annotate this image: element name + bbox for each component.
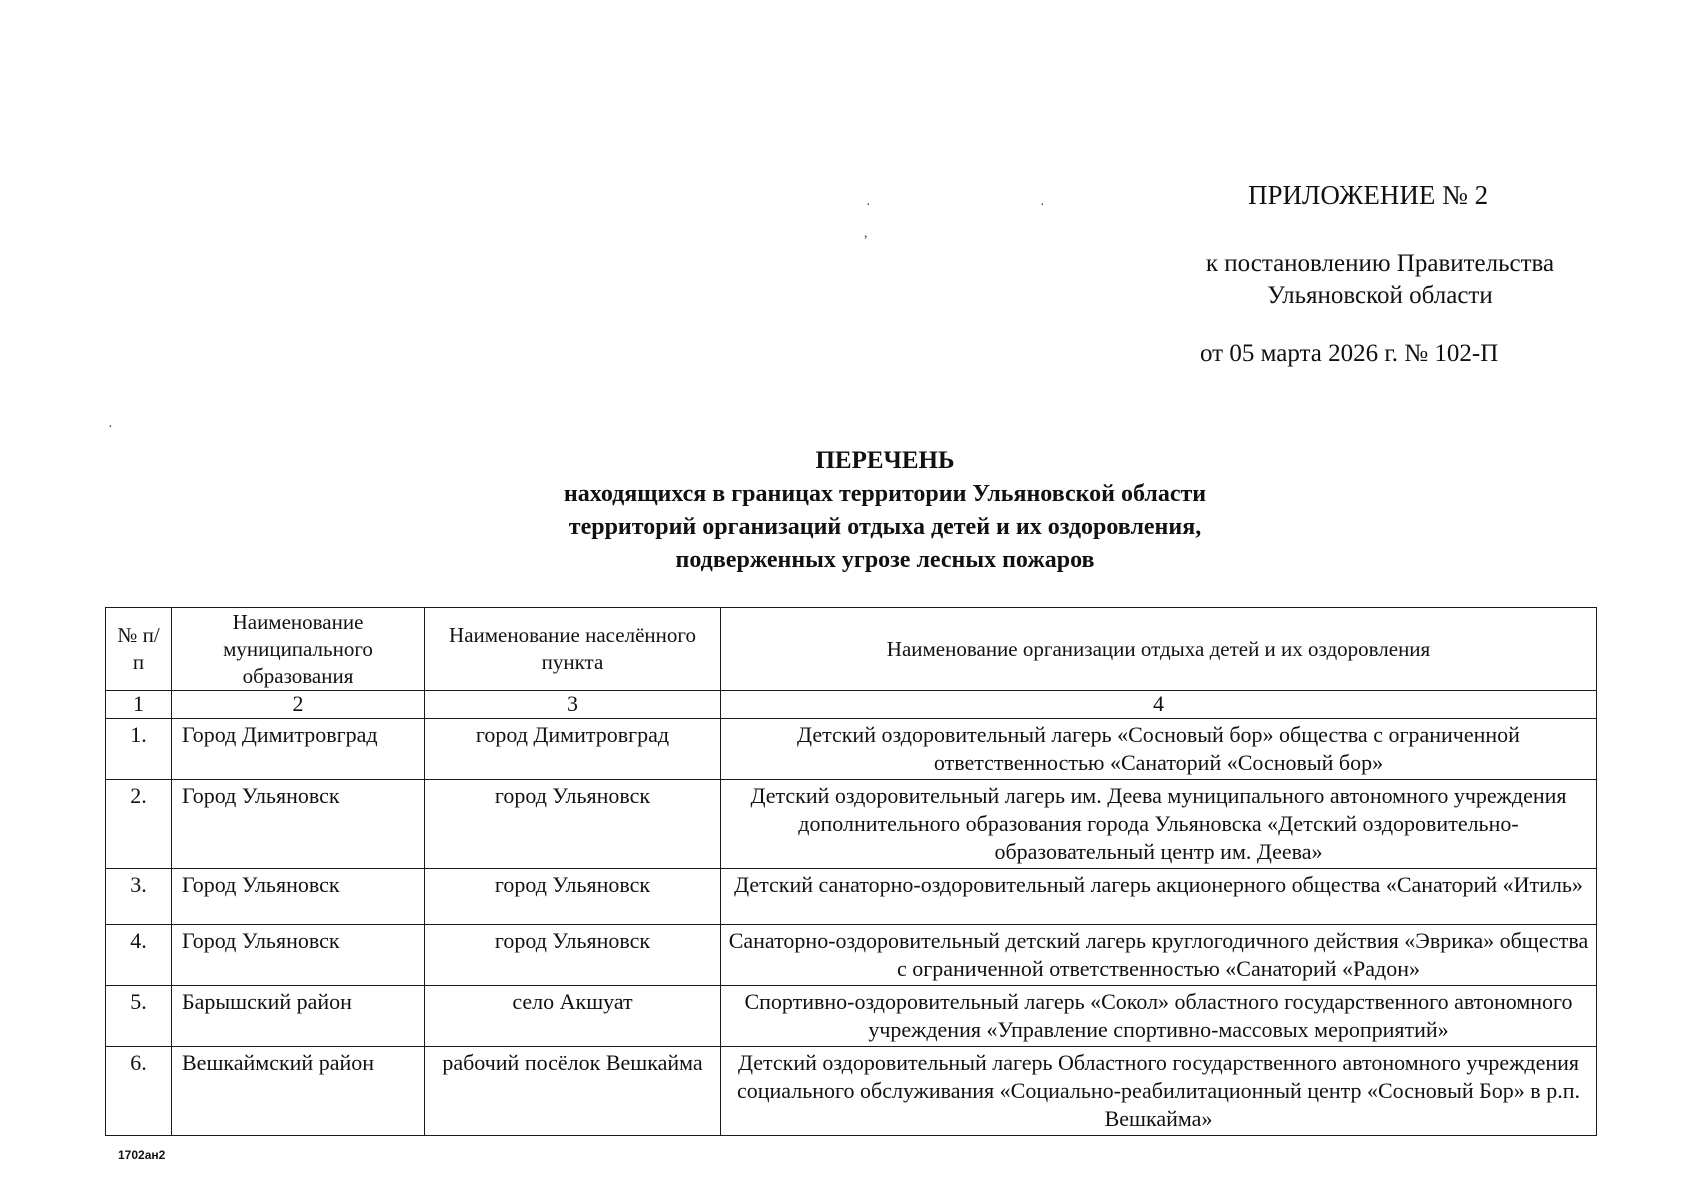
row-organization: Детский оздоровительный лагерь им. Деева муниципального автономного учреждения дополнительного образования города Ульяновска «Детский оздоровительно-образовательный центр им. Деева» — [721, 780, 1597, 869]
header-settlement: Наименование населённого пункта — [425, 608, 721, 691]
row-num: 2. — [106, 780, 172, 869]
table-row — [106, 869, 1597, 925]
row-municipality: Барышский район — [172, 986, 425, 1047]
header-municipality: Наименование муниципального образования — [172, 608, 425, 691]
column-number: 4 — [721, 691, 1597, 719]
row-organization: Детский санаторно-оздоровительный лагерь акционерного общества «Санаторий «Итиль» — [721, 869, 1597, 925]
table-row — [106, 925, 1597, 986]
heading-line-2: территорий организаций отдыха детей и их оздоровления, — [568, 514, 1202, 540]
row-organization: Спортивно-оздоровительный лагерь «Сокол» областного государственного автономного учреждения «Управление спортивно-массовых мероприятий» — [721, 986, 1597, 1047]
row-num: 6. — [106, 1047, 172, 1136]
table-header-row — [106, 608, 1597, 691]
row-num: 5. — [106, 986, 172, 1047]
organizations-table — [105, 607, 1597, 1136]
row-num: 1. — [106, 719, 172, 780]
column-number: 1 — [106, 691, 172, 719]
row-num: 3. — [106, 869, 172, 925]
row-num: 4. — [106, 925, 172, 986]
row-municipality: Город Ульяновск — [172, 780, 425, 869]
table-row — [106, 1047, 1597, 1136]
column-number: 3 — [425, 691, 721, 719]
document-code: 1702ан2 — [118, 1148, 166, 1162]
column-number: 2 — [172, 691, 425, 719]
row-organization: Детский оздоровительный лагерь «Сосновый бор» общества с ограниченной ответственностью «Санаторий «Сосновый бор» — [721, 719, 1597, 780]
heading-line-3: подверженных угрозе лесных пожаров — [675, 547, 1095, 573]
row-municipality: Город Ульяновск — [172, 925, 425, 986]
header-num: № п/п — [106, 608, 172, 691]
document-heading — [380, 444, 1390, 577]
row-settlement: рабочий посёлок Вешкайма — [425, 1047, 721, 1136]
header-organization: Наименование организации отдыха детей и их оздоровления — [721, 608, 1597, 691]
row-settlement: город Димитровград — [425, 719, 721, 780]
resolution-reference: к постановлению Правительства Ульяновской области — [1205, 250, 1555, 309]
heading-line-1: находящихся в границах территории Ульяновской области — [563, 481, 1207, 507]
appendix-title: ПРИЛОЖЕНИЕ № 2 — [1248, 180, 1489, 210]
row-settlement: город Ульяновск — [425, 869, 721, 925]
row-settlement: город Ульяновск — [425, 925, 721, 986]
scan-speck: · — [108, 420, 113, 435]
row-municipality: Вешкаймский район — [172, 1047, 425, 1136]
column-numbers-row — [106, 691, 1597, 719]
table-row — [106, 719, 1597, 780]
table-row — [106, 986, 1597, 1047]
row-organization: Детский оздоровительный лагерь Областного государственного автономного учреждения социального обслуживания «Социально-реабилитационный центр «Сосновый Бор» в р.п. Вешкайма» — [721, 1047, 1597, 1136]
scan-speck: · — [866, 198, 871, 213]
scan-speck: , — [864, 226, 868, 241]
row-municipality: Город Димитровград — [172, 719, 425, 780]
row-municipality: Город Ульяновск — [172, 869, 425, 925]
row-settlement: село Акшуат — [425, 986, 721, 1047]
row-settlement: город Ульяновск — [425, 780, 721, 869]
resolution-date: от 05 марта 2026 г. № 102-П — [1200, 340, 1499, 367]
scan-speck: · — [1040, 198, 1045, 213]
row-organization: Санаторно-оздоровительный детский лагерь круглогодичного действия «Эврика» общества с ограниченной ответственностью «Санаторий «Радон» — [721, 925, 1597, 986]
table-row — [106, 780, 1597, 869]
heading-title: ПЕРЕЧЕНЬ — [815, 447, 955, 474]
